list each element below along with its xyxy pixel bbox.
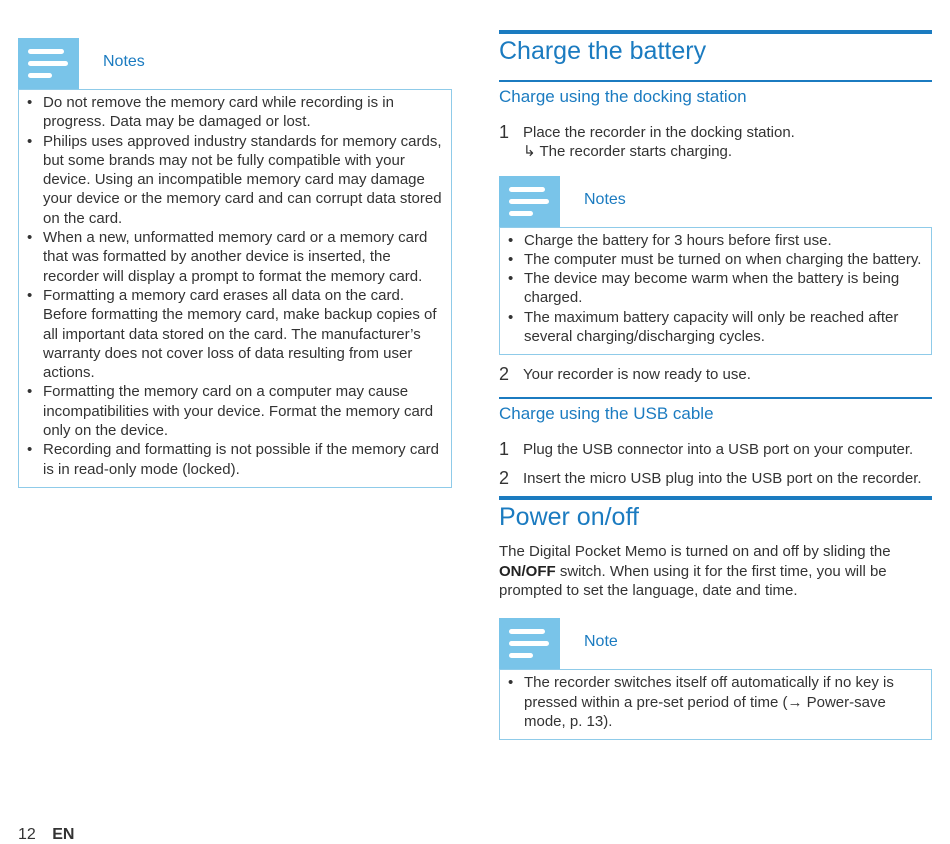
notes-icon [18, 38, 79, 89]
note-header [499, 618, 932, 669]
step-text: Your recorder is now ready to use. [523, 366, 751, 384]
list-item: • The maximum battery capacity will only be reached after several charging/discharging cycles. [508, 308, 923, 347]
language-code: EN [52, 826, 75, 843]
list-item: • The device may become warm when the battery is being charged. [508, 269, 923, 308]
notes-icon [499, 176, 560, 227]
notes-title: Notes [584, 190, 626, 208]
list-item: • Formatting the memory card on a computer may cause incompatibilities with your device. Format the memory card only on the device. [27, 382, 443, 440]
section-title-charge: Charge the battery [499, 30, 932, 71]
section-title-power: Power on/off [499, 496, 932, 537]
notes-list [508, 231, 923, 347]
list-item: • Charge the battery for 3 hours before first use. [508, 231, 923, 250]
result-arrow-icon: ↳ [523, 143, 540, 161]
step-result [523, 142, 932, 161]
list-item: • Do not remove the memory card while recording is in progress. Data may be damaged or lost. [27, 93, 443, 132]
subsection-title-usb: Charge using the USB cable [499, 397, 932, 425]
page-footer [18, 826, 74, 844]
note-box [499, 669, 932, 740]
notes-list [27, 93, 443, 479]
step-number: 2 [499, 467, 510, 488]
docking-step-1 [499, 123, 932, 162]
paragraph-text: switch. When using it for the first time, you will be prompted to set the language, date and time. [499, 562, 887, 600]
list-item: • When a new, unformatted memory card or a memory card that was formatted by another device is inserted, the recorder will display a prompt to format the memory card. [27, 228, 443, 286]
list-item: • Recording and formatting is not possible if the memory card is in read-only mode (locked). [27, 440, 443, 479]
notes-header [18, 38, 452, 89]
page-number: 12 [18, 826, 36, 843]
step-number: 1 [499, 122, 510, 142]
step-number: 2 [499, 364, 510, 385]
subsection-title-docking: Charge using the docking station [499, 80, 932, 108]
power-note [499, 618, 932, 740]
docking-step-2 [499, 365, 932, 384]
paragraph-bold: ON/OFF [499, 562, 556, 580]
usb-step-1 [499, 440, 932, 459]
result-text: The recorder starts charging. [539, 143, 733, 161]
note-icon [499, 618, 560, 669]
step-text: Plug the USB connector into a USB port on your computer. [523, 440, 914, 458]
notes-title: Notes [103, 53, 145, 70]
list-item: • Formatting a memory card erases all data on the card. Before formatting the memory card, make backup copies of all important data stored on the card. The manufacturer’s warranty does not cover loss of data resulting from user actions. [27, 286, 443, 382]
notes-box [18, 89, 452, 488]
paragraph-text: The Digital Pocket Memo is turned on and off by sliding the [499, 543, 891, 561]
docking-notes [499, 176, 932, 356]
usb-step-2 [499, 469, 932, 488]
list-item: • The computer must be turned on when charging the battery. [508, 250, 923, 269]
right-column [499, 30, 932, 740]
left-column [18, 38, 452, 488]
step-number: 1 [499, 438, 510, 459]
notes-box [499, 227, 932, 356]
list-item: • The recorder switches itself off automatically if no key is pressed within a pre-set period of time (→ Power-save mode, p. 13). [508, 673, 923, 731]
step-text: Place the recorder in the docking station. [523, 124, 795, 141]
power-paragraph [499, 542, 932, 600]
list-item: • Philips uses approved industry standards for memory cards, but some brands may not be fully compatible with your device. Using an incompatible memory card may damage your device or the memory card and can corrupt data stored on the card. [27, 132, 443, 228]
note-title: Note [584, 633, 618, 651]
note-list [508, 673, 923, 731]
notes-header [499, 176, 932, 227]
step-text: Insert the micro USB plug into the USB port on the recorder. [523, 469, 922, 487]
